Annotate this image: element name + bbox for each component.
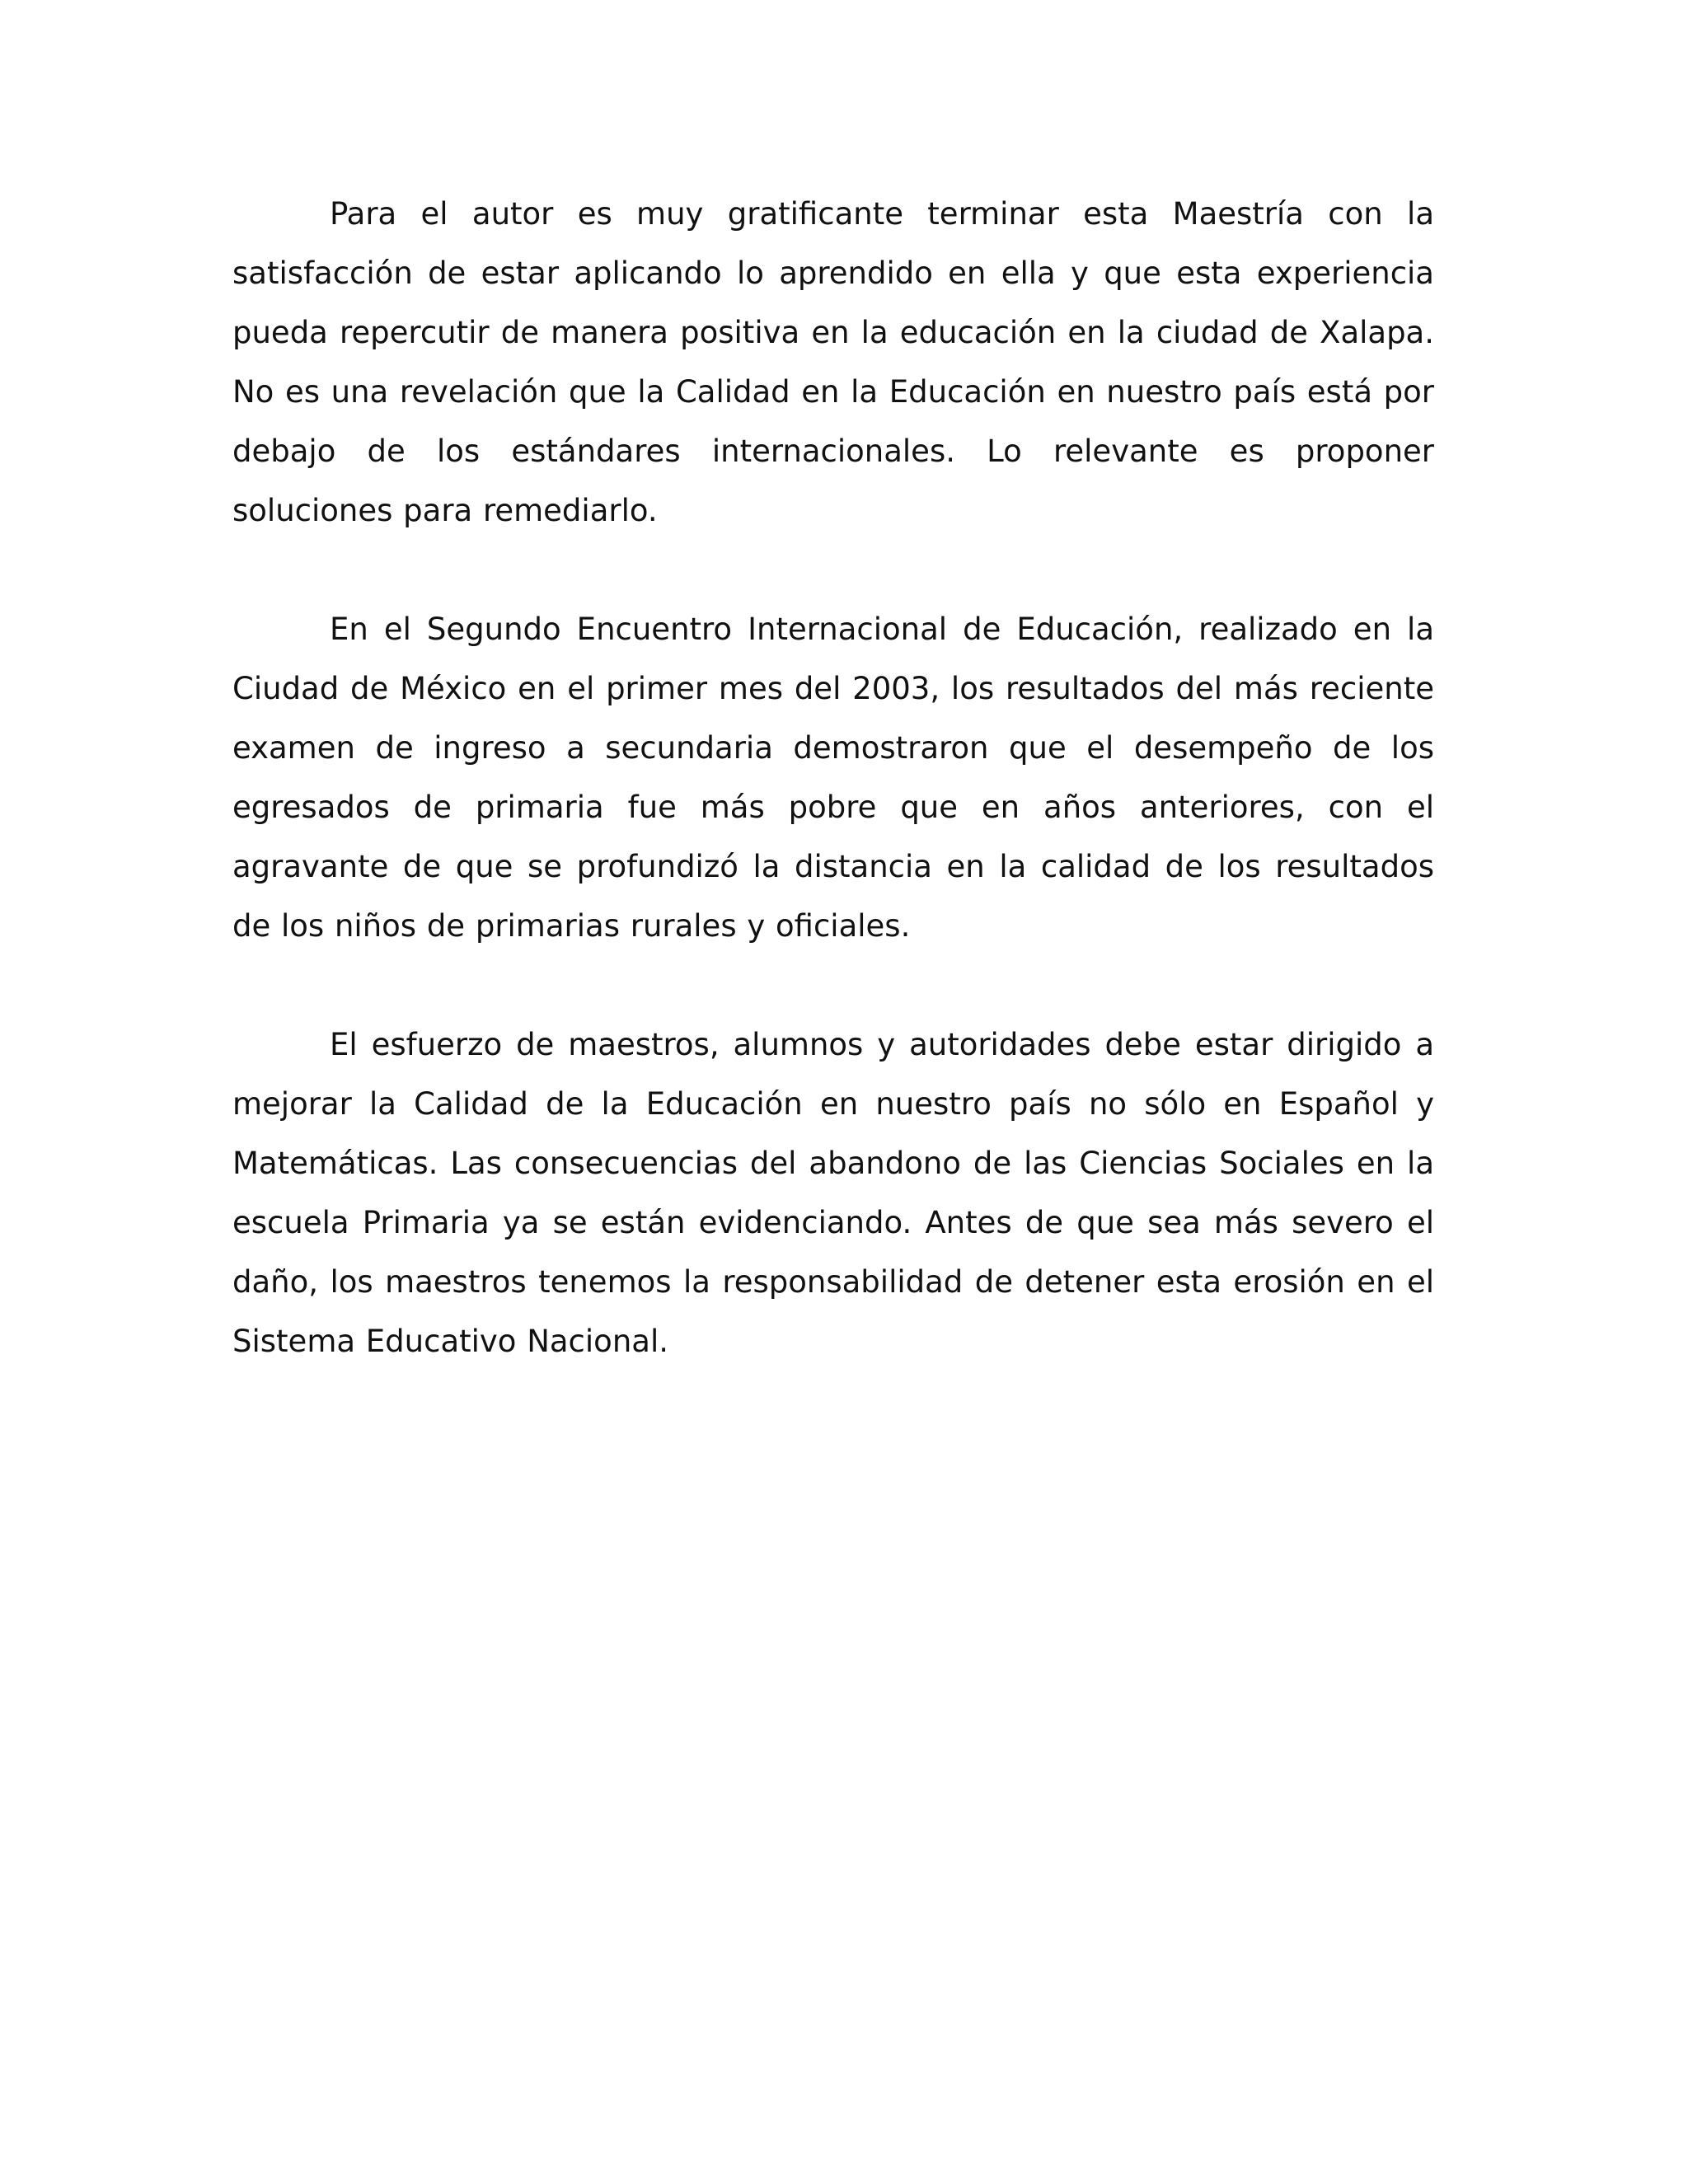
paragraph-3: El esfuerzo de maestros, alumnos y autoridades debe estar dirigido a mejorar la Calidad de la Educación en nuestro país no sólo en Español y Matemáticas. Las consecuencias del abandono de las Ciencias Sociales en la escuela Primaria ya se están evidenciando. Antes de que sea más severo el daño, los maestros tenemos la responsabilidad de detener esta erosión en el Sistema Educativo Nacional. [232, 1027, 1434, 1359]
paragraph-1: Para el autor es muy gratificante terminar esta Maestría con la satisfacción de estar aplicando lo aprendido en ella y que esta experiencia pueda repercutir de manera positiva en la educación en la ciudad de Xalapa. No es una revelación que la Calidad en la Educación en nuestro país está por debajo de los estándares internacionales. Lo relevante es proponer soluciones para remediarlo. [232, 196, 1434, 528]
document-body [232, 185, 1434, 1431]
paragraph-2: En el Segundo Encuentro Internacional de Educación, realizado en la Ciudad de México en el primer mes del 2003, los resultados del más reciente examen de ingreso a secundaria demostraron que el desempeño de los egresados de primaria fue más pobre que en años anteriores, con el agravante de que se profundizó la distancia en la calidad de los resultados de los niños de primarias rurales y oficiales. [232, 612, 1434, 944]
